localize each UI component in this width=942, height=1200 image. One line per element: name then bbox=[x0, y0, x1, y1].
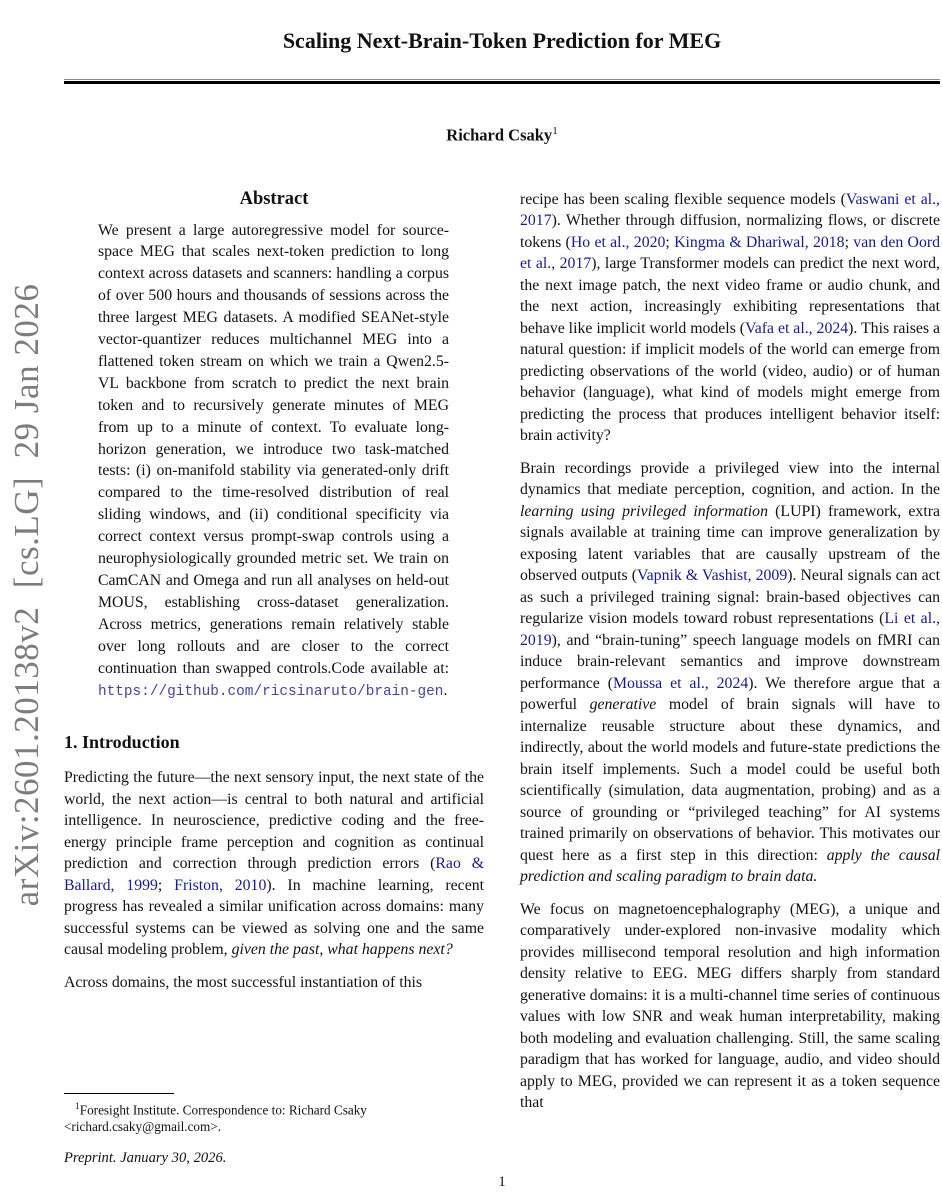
text-segment: model of brain signals will have to internalize reusable structure about these dynamics, and indirectly, about the world models and future-state predictions the brain itself implements. Such a model could be useful both scientifically (simulation, data augmentation, probing) and as a source of grounding or “privileged teaching” for AI systems trained primarily on observations of behavior. This motivates our quest here as a first step in this direction: bbox=[520, 696, 940, 864]
footnote-marker: 1 bbox=[75, 1101, 80, 1112]
footnote-rule bbox=[64, 1093, 174, 1094]
text-segment: ). Neural signals can act as such a privileged training signal: brain-based objectives can regularize vision models toward robust representations ( bbox=[520, 567, 940, 627]
text-segment: Brain recordings provide a privileged view into the internal dynamics that mediate perception, cognition, and action. In the bbox=[520, 459, 940, 498]
citation-link[interactable]: Vapnik & Vashist, 2009 bbox=[637, 567, 788, 584]
emphasis-text: learning using privileged information bbox=[520, 502, 768, 520]
text-segment: We present a large autoregressive model for source-space MEG that scales next-token prediction to long context across datasets and scanners: handling a corpus of over 500 hours and thousands of sessions across the three largest MEG datasets. A modified SEANet-style vector-quantizer reduces multichannel MEG into a flattened token stream on which we train a Qwen2.5-VL backbone from scratch to predict the next brain token and to recursively generate minutes of MEG from up to a minute of context. To evaluate long-horizon generation, we introduce two task-matched tests: (i) on-manifold stability via generated-only drift compared to the time-resolved distribution of real sliding windows, and (ii) conditional specificity via correct context versus prompt-swap controls using a neurophysiologically grounded metric set. We train on CamCAN and Omega and run all analyses on held-out MOUS, establishing cross-dataset generalization. Across metrics, generations remain relatively stable over long rollouts and are closer to the correct continuation than swapped controls.Code available at: bbox=[98, 221, 449, 677]
citation-link[interactable]: Moussa et al., 2024 bbox=[613, 674, 749, 692]
emphasis-text: generative bbox=[589, 696, 657, 713]
paper-title: Scaling Next-Brain-Token Prediction for MEG bbox=[282, 28, 722, 53]
citation-link[interactable]: Rao & Ballard, 1999 bbox=[64, 855, 484, 894]
text-segment: ; bbox=[665, 233, 675, 251]
text-segment: (LUPI) framework, extra signals available at training time can improve generalization by exposing latent variables that are causally upstream of the observed outputs ( bbox=[520, 502, 940, 584]
text-segment: ; bbox=[157, 876, 175, 894]
text-segment: ), and “brain-tuning” speech language models on fMRI can induce brain-relevant semantics and improve downstream performance ( bbox=[520, 631, 940, 692]
footnote-body: Foresight Institute. Correspondence to: Richard Csaky <richard.csaky@gmail.com>. bbox=[64, 1101, 367, 1134]
text-segment: Predicting the future—the next sensory input, the next state of the world, the next action—is central to both natural and artificial intelligence. In neuroscience, predictive coding and the free-energy principle frame perception and cognition as continual prediction and correction through prediction errors ( bbox=[64, 769, 484, 873]
citation-link[interactable]: Vafa et al., 2024 bbox=[745, 319, 849, 337]
page-number: 1 bbox=[498, 1173, 506, 1190]
text-segment: ). We therefore argue that a powerful bbox=[520, 674, 941, 713]
intro-paragraph-2 bbox=[64, 972, 484, 994]
abstract-section bbox=[64, 189, 484, 704]
author-name: Richard Csaky bbox=[446, 125, 553, 145]
citation-link[interactable]: Vaswani et al., 2017 bbox=[520, 190, 940, 229]
right-paragraph-1 bbox=[520, 189, 940, 447]
author-affiliation-mark: 1 bbox=[552, 125, 558, 137]
right-column bbox=[520, 189, 940, 1114]
text-segment: . bbox=[443, 681, 448, 699]
abstract-paragraph bbox=[64, 220, 484, 704]
author-line bbox=[64, 120, 940, 147]
citation-link[interactable]: Friston, 2010 bbox=[174, 876, 267, 894]
left-column bbox=[64, 189, 484, 1167]
intro-paragraph-1 bbox=[64, 767, 484, 961]
right-paragraph-2 bbox=[520, 458, 940, 888]
text-segment: ). In machine learning, recent progress has revealed a similar unification across domains: many successful systems can be viewed as solving one and the same causal modeling problem, bbox=[64, 876, 484, 959]
footnote-text bbox=[64, 1099, 484, 1136]
text-segment: ). This raises a natural question: if implicit models of the world can emerge from predicting observations of the world (video, audio) or of human behavior (language), what kind of models might emerge from predicting the process that produces intelligent behavior itself: brain activity? bbox=[520, 319, 940, 444]
abstract-heading: Abstract bbox=[239, 188, 309, 209]
text-segment: ; bbox=[844, 233, 854, 251]
citation-link[interactable]: Ho et al., 2020 bbox=[570, 233, 666, 251]
citation-link[interactable]: van den Oord et al., 2017 bbox=[520, 233, 941, 272]
text-segment: Across domains, the most successful instantiation of this bbox=[64, 973, 423, 991]
two-column-body bbox=[64, 189, 940, 1167]
title-rule bbox=[64, 79, 940, 85]
citation-link[interactable]: Kingma & Dhariwal, 2018 bbox=[674, 233, 845, 251]
preprint-note: Preprint. January 30, 2026. bbox=[64, 1149, 227, 1166]
arxiv-watermark: arXiv:2601.20138v2 [cs.LG] 29 Jan 2026 bbox=[7, 283, 46, 907]
emphasis-text: apply the causal prediction and scaling paradigm to brain data. bbox=[520, 846, 940, 885]
emphasis-text: given the past, what happens next? bbox=[231, 941, 453, 959]
right-paragraph-3 bbox=[520, 899, 940, 1114]
text-segment: ), large Transformer models can predict the next word, the next image patch, the next video frame or audio chunk, and the next action, increasingly exhibiting representations that behave like implicit world models ( bbox=[520, 255, 940, 337]
repo-link[interactable]: https://github.com/ricsinaruto/brain-gen bbox=[98, 683, 444, 700]
text-segment: We focus on magnetoencephalography (MEG), a unique and comparatively under-explored non-invasive modality which provides millisecond temporal resolution and high information density relative to EEG. MEG differs sharply from standard generative domains: it is a multi-channel time series of continuous values with low SNR and weak human interpretability, making both modeling and evaluation challenging. Still, the same scaling paradigm that has worked for language, audio, and video should apply to MEG, provided we can represent it as a token sequence that bbox=[520, 900, 940, 1111]
section-heading-introduction: 1. Introduction bbox=[64, 732, 180, 753]
citation-link[interactable]: Li et al., 2019 bbox=[520, 610, 940, 649]
text-segment: recipe has been scaling flexible sequence models ( bbox=[520, 190, 846, 208]
footnote-block bbox=[64, 1093, 484, 1167]
text-segment: ). Whether through diffusion, normalizing flows, or discrete tokens ( bbox=[520, 212, 940, 251]
